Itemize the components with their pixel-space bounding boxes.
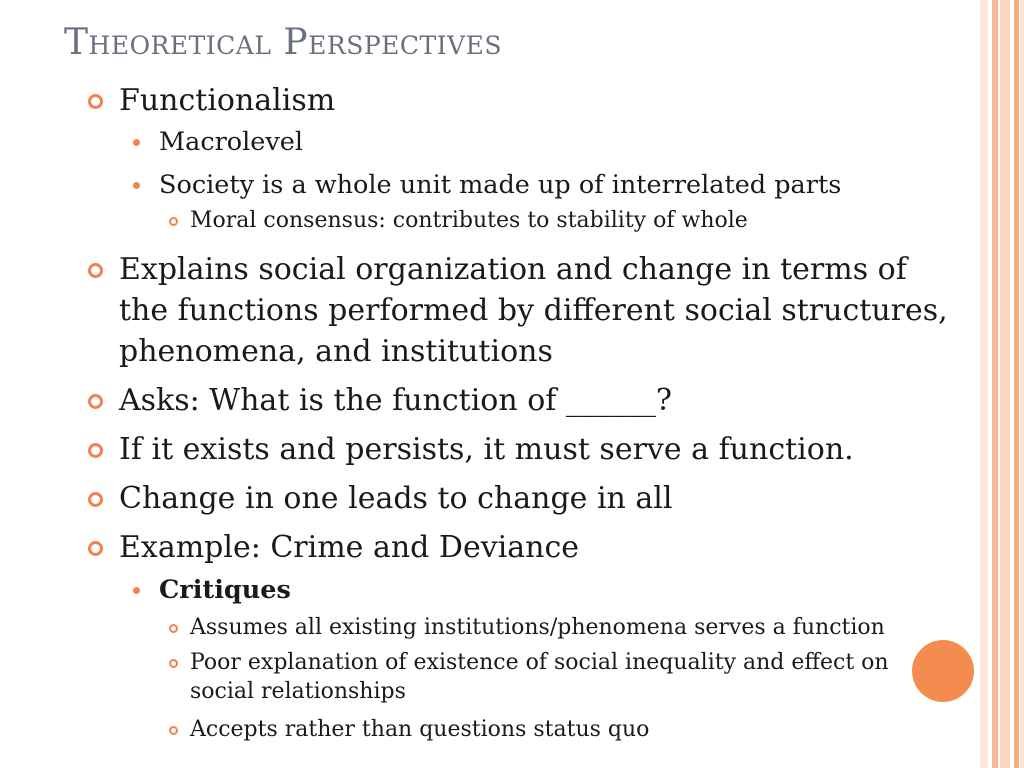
stripe xyxy=(1014,0,1019,768)
bullet-ring-icon xyxy=(169,624,178,633)
bullet-text: Poor explanation of existence of social inequality and effect on social relationships xyxy=(190,650,889,704)
bullet-ring-icon xyxy=(88,443,103,458)
bullet-text: If it exists and persists, it must serve a function. xyxy=(119,432,854,467)
bullet-item xyxy=(88,478,958,519)
bullet-item xyxy=(88,126,958,159)
bullet-text: Assumes all existing institutions/phenomena serves a function xyxy=(190,615,885,640)
bullet-ring-icon xyxy=(169,217,178,226)
bullet-item xyxy=(88,80,958,121)
bullet-item xyxy=(88,648,958,706)
bullet-item xyxy=(88,527,958,568)
bullet-ring-icon xyxy=(169,659,178,668)
bullet-item xyxy=(88,206,958,235)
bullet-item xyxy=(88,715,958,744)
bullet-item xyxy=(88,249,958,372)
slide-title: Theoretical Perspectives xyxy=(64,22,503,63)
bullet-text: Society is a whole unit made up of interrelated parts xyxy=(159,170,842,200)
stripe xyxy=(980,0,988,768)
decorative-stripes xyxy=(980,0,1024,768)
bullet-text: Change in one leads to change in all xyxy=(119,481,673,516)
bullet-text: Functionalism xyxy=(119,83,336,118)
stripe xyxy=(992,0,998,768)
bullet-dot-icon xyxy=(133,182,140,189)
bullet-item xyxy=(88,380,958,421)
bullet-text: Example: Crime and Deviance xyxy=(119,530,580,565)
bullet-item xyxy=(88,574,958,607)
bullet-ring-icon xyxy=(88,394,103,409)
bullet-ring-icon xyxy=(88,263,103,278)
bullet-list xyxy=(88,80,958,744)
bullet-text: Critiques xyxy=(159,575,291,605)
bullet-text: Accepts rather than questions status quo xyxy=(190,717,650,742)
bullet-ring-icon xyxy=(88,94,103,109)
bullet-ring-icon xyxy=(88,541,103,556)
bullet-dot-icon xyxy=(133,139,140,146)
bullet-text: Macrolevel xyxy=(159,127,304,157)
bullet-item xyxy=(88,169,958,202)
bullet-text: Explains social organization and change in terms of the functions performed by different social structures, phenomena, and institutions xyxy=(119,252,948,369)
bullet-ring-icon xyxy=(88,492,103,507)
bullet-dot-icon xyxy=(133,587,140,594)
stripe xyxy=(1020,0,1024,768)
bullet-text: Moral consensus: contributes to stability of whole xyxy=(190,208,748,233)
decorative-circle xyxy=(912,640,974,702)
stripe xyxy=(1000,0,1010,768)
bullet-text: Asks: What is the function of ______? xyxy=(119,383,673,418)
bullet-ring-icon xyxy=(169,726,178,735)
bullet-item xyxy=(88,613,958,642)
bullet-item xyxy=(88,429,958,470)
